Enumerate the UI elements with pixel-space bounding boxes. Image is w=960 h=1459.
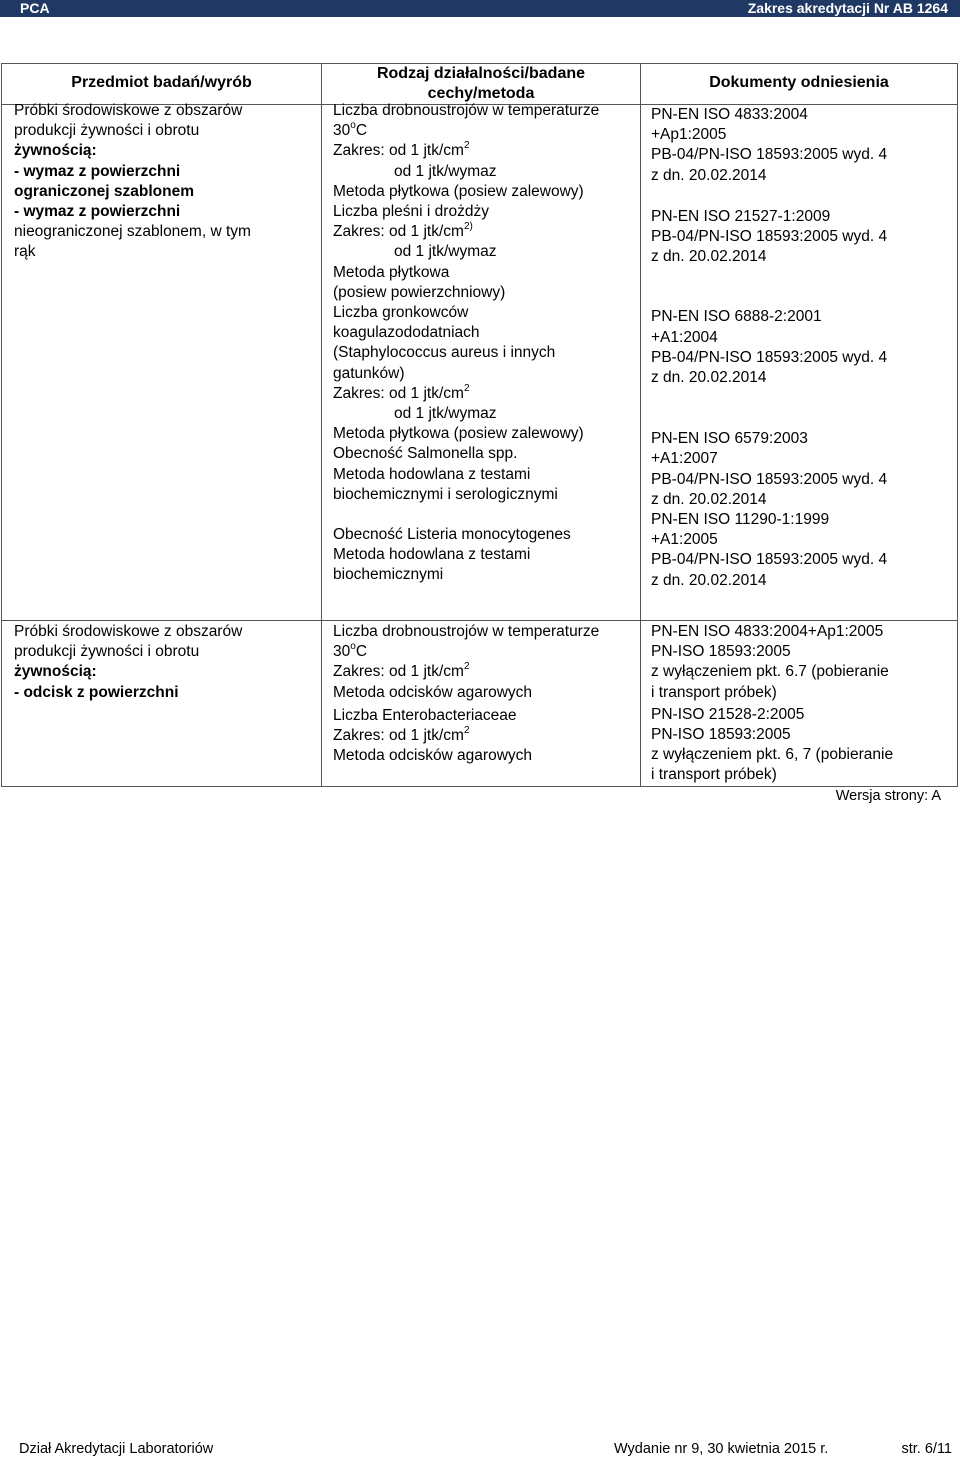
doc-line: z dn. 20.02.2014 bbox=[651, 248, 767, 266]
block2-object bbox=[1, 620, 321, 787]
method-line: koagulazododatniach bbox=[333, 324, 480, 342]
method-line: Obecność Listeria monocytogenes bbox=[333, 526, 571, 544]
doc-line: z dn. 20.02.2014 bbox=[651, 490, 767, 508]
range-text: Zakres: od 1 jtk/cm bbox=[333, 727, 464, 745]
doc-line: +A1:2005 bbox=[651, 531, 718, 549]
doc-line: PN-EN ISO 21527-1:2009 bbox=[651, 207, 831, 225]
doc-line: +A1:2004 bbox=[651, 328, 718, 346]
block1-object-line: ograniczonej szablonem bbox=[14, 182, 195, 200]
doc-line: PB-04/PN-ISO 18593:2005 wyd. 4 bbox=[651, 470, 888, 488]
doc-line: PN-EN ISO 6888-2:2001 bbox=[651, 308, 822, 326]
col-header-object bbox=[1, 63, 321, 104]
col-header-docs-label: Dokumenty odniesienia bbox=[709, 74, 889, 91]
temp-unit: C bbox=[355, 122, 368, 140]
block1-object-line: - wymaz z powierzchni bbox=[14, 203, 181, 221]
block1-object-line: produkcji żywności i obrotu bbox=[14, 122, 200, 140]
page-header bbox=[0, 0, 960, 17]
temp-value: 30 bbox=[333, 122, 351, 140]
block1-object-line: nieograniczonej szablonem, w tym bbox=[14, 223, 251, 241]
doc-line: PB-04/PN-ISO 18593:2005 wyd. 4 bbox=[651, 146, 888, 164]
method-line: Liczba drobnoustrojów w temperaturze bbox=[333, 102, 600, 119]
doc-line: PN-EN ISO 4833:2004 bbox=[651, 106, 808, 123]
doc-line: i transport próbek) bbox=[651, 683, 777, 701]
col-header-activity bbox=[321, 63, 640, 104]
temp-value: 30 bbox=[333, 643, 351, 661]
block2-object-line: - odcisk z powierzchni bbox=[14, 683, 179, 701]
doc-line: z dn. 20.02.2014 bbox=[651, 369, 767, 387]
method-line: od 1 jtk/wymaz bbox=[394, 162, 497, 180]
header-title: Zakres akredytacji Nr AB 1264 bbox=[747, 0, 948, 16]
method-line: Metoda hodowlana z testami bbox=[333, 465, 531, 483]
method-line bbox=[333, 141, 640, 161]
footer-left: Dział Akredytacji Laboratoriów bbox=[19, 1441, 214, 1457]
method-line: Metoda odcisków agarowych bbox=[333, 747, 533, 765]
method-line bbox=[333, 222, 640, 242]
doc-line: PN-ISO 18593:2005 bbox=[651, 643, 791, 661]
method-line: Metoda płytkowa (posiew zalewowy) bbox=[333, 425, 584, 443]
method-line: (posiew powierzchniowy) bbox=[333, 283, 506, 301]
doc-line: PB-04/PN-ISO 18593:2005 wyd. 4 bbox=[651, 348, 888, 366]
degree-sup: o bbox=[350, 641, 356, 653]
range-sup: 2) bbox=[463, 221, 473, 233]
footer-page-number: str. 6/11 bbox=[901, 1441, 952, 1457]
method-line: Metoda odcisków agarowych bbox=[333, 683, 533, 701]
method-line: biochemicznymi bbox=[333, 566, 444, 584]
method-line bbox=[333, 662, 640, 682]
range-text: Zakres: od 1 jtk/cm bbox=[333, 384, 464, 402]
method-line: od 1 jtk/wymaz bbox=[394, 405, 497, 423]
method-line: Metoda płytkowa (posiew zalewowy) bbox=[333, 182, 584, 200]
doc-line: PB-04/PN-ISO 18593:2005 wyd. 4 bbox=[651, 228, 888, 246]
method-line bbox=[333, 642, 640, 662]
range-sup: 2 bbox=[463, 661, 470, 673]
block1-object-line: żywnością: bbox=[14, 142, 97, 160]
col-header-activity-line1: Rodzaj działalności/badane bbox=[376, 65, 586, 82]
doc-line: z dn. 20.02.2014 bbox=[651, 571, 767, 589]
method-line: Metoda hodowlana z testami bbox=[333, 546, 531, 564]
doc-line: PN-ISO 18593:2005 bbox=[651, 726, 791, 744]
degree-sup: o bbox=[350, 120, 356, 132]
block2-methods bbox=[321, 620, 640, 787]
doc-line: PN-ISO 21528-2:2005 bbox=[651, 705, 805, 723]
col-header-activity-line2: cechy/metoda bbox=[427, 85, 535, 103]
doc-line: z dn. 20.02.2014 bbox=[651, 166, 767, 184]
range-sup: 2 bbox=[463, 140, 470, 152]
method-line bbox=[333, 726, 640, 746]
method-line: (Staphylococcus aureus i innych bbox=[333, 344, 556, 362]
block2-object-line: żywnością: bbox=[14, 663, 97, 681]
method-line: gatunków) bbox=[333, 364, 405, 382]
method-line: biochemicznymi i serologicznymi bbox=[333, 485, 558, 503]
col-header-object-label: Przedmiot badań/wyrób bbox=[71, 74, 252, 91]
method-line bbox=[333, 121, 640, 141]
doc-line: PN-EN ISO 4833:2004+Ap1:2005 bbox=[651, 623, 884, 640]
method-line: Obecność Salmonella spp. bbox=[333, 445, 518, 463]
temp-unit: C bbox=[355, 643, 368, 661]
range-text: Zakres: od 1 jtk/cm bbox=[333, 223, 464, 241]
col-header-docs bbox=[640, 63, 958, 104]
block1-methods bbox=[321, 104, 640, 620]
block1-object-line: - wymaz z powierzchni bbox=[14, 162, 181, 180]
block1-object bbox=[1, 104, 321, 620]
range-sup: 2 bbox=[463, 724, 470, 736]
header-org: PCA bbox=[20, 0, 50, 16]
doc-line: +Ap1:2005 bbox=[651, 126, 727, 144]
range-text: Zakres: od 1 jtk/cm bbox=[333, 142, 464, 160]
block2-docs bbox=[640, 620, 958, 787]
block1-object-line: rąk bbox=[14, 243, 36, 261]
block1-docs bbox=[640, 104, 958, 620]
method-line: od 1 jtk/wymaz bbox=[394, 243, 497, 261]
method-line: Metoda płytkowa bbox=[333, 263, 450, 281]
block2-object-line: produkcji żywności i obrotu bbox=[14, 643, 200, 661]
doc-line: z wyłączeniem pkt. 6, 7 (pobieranie bbox=[651, 746, 894, 764]
doc-line: PB-04/PN-ISO 18593:2005 wyd. 4 bbox=[651, 551, 888, 569]
method-line: Liczba gronkowców bbox=[333, 304, 469, 322]
page-version: Wersja strony: A bbox=[835, 788, 941, 804]
block2-object-line: Próbki środowiskowe z obszarów bbox=[14, 623, 243, 640]
method-line: Liczba Enterobacteriaceae bbox=[333, 706, 517, 724]
doc-line: i transport próbek) bbox=[651, 766, 777, 784]
block1-object-line: Próbki środowiskowe z obszarów bbox=[14, 102, 243, 119]
doc-line: PN-EN ISO 11290-1:1999 bbox=[651, 511, 830, 529]
doc-line: +A1:2007 bbox=[651, 450, 718, 468]
range-sup: 2 bbox=[463, 382, 470, 394]
doc-line: z wyłączeniem pkt. 6.7 (pobieranie bbox=[651, 663, 889, 681]
footer-edition: Wydanie nr 9, 30 kwietnia 2015 r. bbox=[614, 1441, 829, 1457]
method-line: Liczba drobnoustrojów w temperaturze bbox=[333, 623, 600, 640]
range-text: Zakres: od 1 jtk/cm bbox=[333, 663, 464, 681]
method-line: Liczba pleśni i drożdży bbox=[333, 203, 489, 221]
doc-line: PN-EN ISO 6579:2003 bbox=[651, 430, 808, 448]
method-line bbox=[333, 384, 640, 404]
